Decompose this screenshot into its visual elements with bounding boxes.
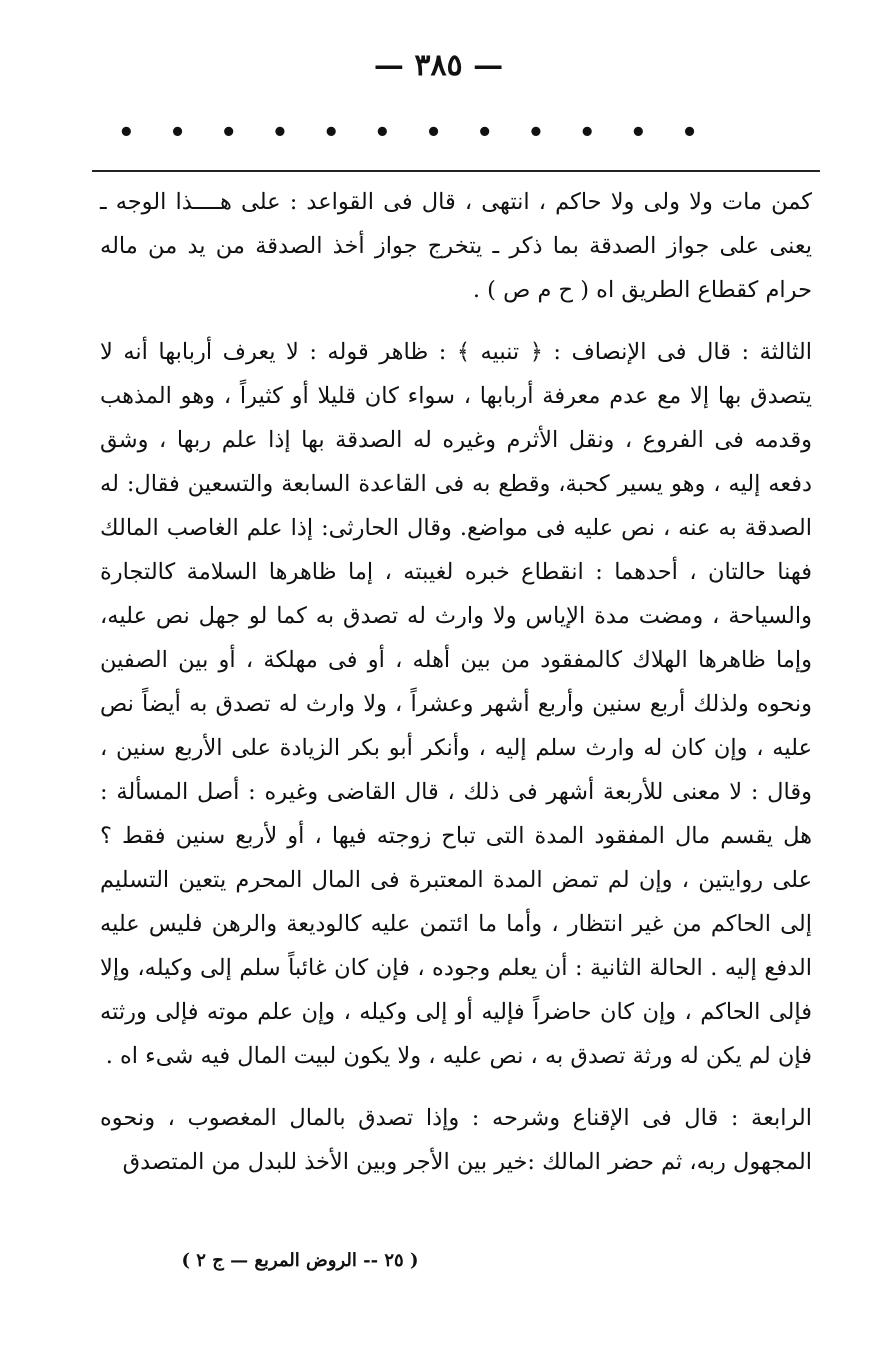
ornament-dot: • xyxy=(476,118,494,148)
body-text xyxy=(100,180,812,1184)
paragraph-gap xyxy=(100,1078,812,1096)
ornament-dot: • xyxy=(118,118,135,148)
ornament-dot: • xyxy=(630,118,647,148)
paragraph: الثالثة : قال فى الإنصاف : ﴿ تنبيه ﴾ : ظاهر قوله : لا يعرف أربابها أنه لا يتصدق بها إلا مع عدم معرفة أربابها ، سواء كان قليلا أو كثيراً ، وهو المذهب وقدمه فى الفروع ، ونقل الأثرم وغيره له الصدقة بها إذا علم ربها ، وشق دفعه إليه ، وهو يسير كحبة، وقطع به فى القاعدة السابعة والتسعين فقال: له الصدقة به عنه ، نص عليه فى مواضع. وقال الحارثى: إذا علم الغاصب المالك فهنا حالتان ، أحدهما : انقطاع خبره لغيبته ، إما ظاهرها السلامة كالتجارة والسياحة ، ومضت مدة الإياس ولا وارث له تصدق به كما لو جهل نص عليه، وإما ظاهرها الهلاك كالمفقود من بين أهله ، أو فى مهلكة ، أو بين الصفين ونحوه ولذلك أربع سنين وأربع أشهر وعشراً ، ولا وارث له تصدق به أيضاً نص عليه ، وإن كان له وارث سلم إليه ، وأنكر أبو بكر الزيادة على الأربع سنين ، وقال : لا معنى للأربعة أشهر فى ذلك ، قال القاضى وغيره : أصل المسألة : هل يقسم مال المفقود المدة التى تباح زوجته فيها ، أو لأربع سنين فقط ؟ على روايتين ، وإن لم تمض المدة المعتبرة فى المال المحرم يتعين التسليم إلى الحاكم من غير انتظار ، وأما ما ائتمن عليه كالوديعة والرهن فليس عليه الدفع إليه . الحالة الثانية : أن يعلم وجوده ، فإن كان غائباً سلم إلى وكيله، وإلا فإلى الحاكم ، وإن كان حاضراً فإليه أو إلى وكيله ، وإن علم موته فإلى ورثته فإن لم يكن له ورثة تصدق به ، نص عليه ، ولا يكون لبيت المال فيه شىء اه . xyxy=(100,339,812,1069)
page-number: — ٣٨٥ — xyxy=(373,48,504,83)
ornament-dot: • xyxy=(681,118,698,148)
paragraph-gap xyxy=(100,312,812,330)
ornament-dot: • xyxy=(425,118,442,148)
ornament-dot: • xyxy=(169,118,186,148)
dot-ornament-row xyxy=(118,118,698,148)
ornament-dot: • xyxy=(578,118,596,148)
ornament-dot: • xyxy=(220,118,238,148)
paragraph: كمن مات ولا ولى ولا حاكم ، انتهى ، قال فى القواعد : على هــــذا الوجه ـ يعنى على جواز الصدقة بما ذكر ـ يتخرج جواز أخذ الصدقة من يد من ماله حرام كقطاع الطريق اه ( ح م ص ) . xyxy=(100,189,812,303)
header-divider xyxy=(92,170,820,172)
footer-signature: ( ٢٥ -- الروض المربع — ج ٢ ) xyxy=(181,1250,419,1271)
ornament-dot: • xyxy=(527,118,545,148)
paragraph: الرابعة : قال فى الإقناع وشرحه : وإذا تصدق بالمال المغصوب ، ونحوه المجهول ربه، ثم حضر المالك :خير بين الأجر وبين الأخذ للبدل من المتصدق xyxy=(100,1105,812,1175)
ornament-dot: • xyxy=(374,118,391,148)
ornament-dot: • xyxy=(322,118,340,148)
ornament-dot: • xyxy=(271,118,289,148)
